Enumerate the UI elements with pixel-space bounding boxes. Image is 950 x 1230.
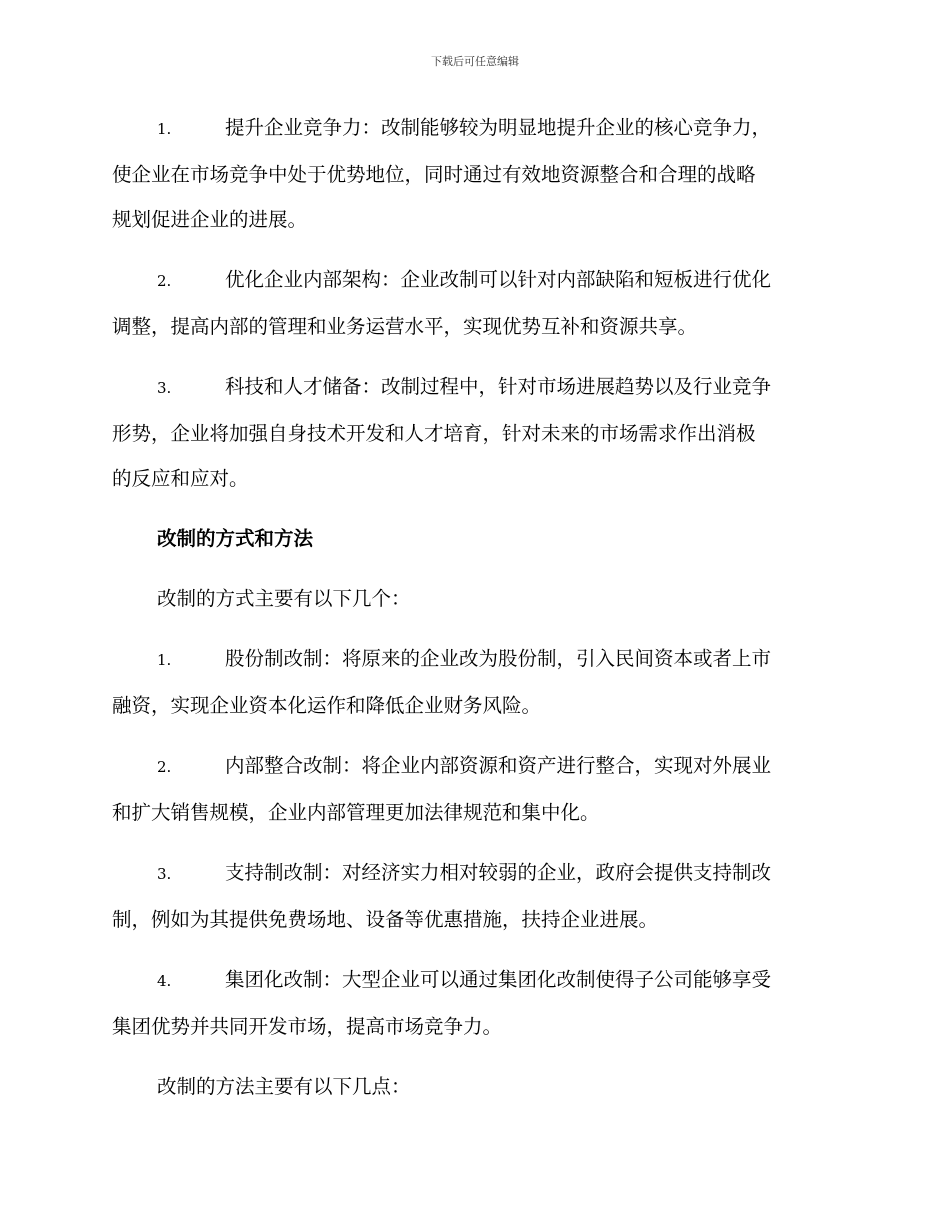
- list-item-line: 形势，企业将加强自身技术开发和人才培育，针对未来的市场需求作出消极: [112, 422, 756, 445]
- list-item-text: 支持制改制：对经济实力相对较弱的企业，政府会提供支持制改: [225, 861, 772, 884]
- list-item: [112, 364, 832, 501]
- list-item-line: 融资，实现企业资本化运作和降低企业财务风险。: [112, 694, 542, 717]
- list-item-line: 调整，提高内部的管理和业务运营水平，实现优势互补和资源共享。: [112, 315, 698, 338]
- list-item-number: 1.: [157, 120, 172, 138]
- list-item: [112, 636, 832, 728]
- list-item-line: 规划促进企业的进展。: [112, 208, 308, 231]
- page-header: 下载后可任意编辑: [431, 55, 519, 68]
- list-item: [112, 105, 832, 242]
- list-item-number: 1.: [157, 651, 172, 669]
- list-item-first-line: [112, 957, 832, 1004]
- list-item-number: 2.: [157, 272, 172, 290]
- list-item-text: 集团化改制：大型企业可以通过集团化改制使得子公司能够享受: [225, 968, 772, 991]
- list-item-number: 3.: [157, 865, 172, 883]
- list-item: [112, 743, 832, 835]
- list-item-first-line: [112, 743, 832, 790]
- list-item-line: 和扩大销售规模，企业内部管理更加法律规范和集中化。: [112, 801, 600, 824]
- list-item-first-line: [112, 636, 832, 683]
- list-item-line: 集团优势并共同开发市场，提高市场竞争力。: [112, 1015, 503, 1038]
- list-item-text: 科技和人才储备：改制过程中，针对市场进展趋势以及行业竞争: [225, 375, 772, 398]
- list-item-first-line: [112, 257, 832, 304]
- document-body: [112, 105, 832, 1124]
- intro-paragraph: 改制的方法主要有以下几点：: [157, 1075, 411, 1098]
- list-item-number: 3.: [157, 379, 172, 397]
- list-item-first-line: [112, 364, 832, 411]
- list-item-text: 股份制改制：将原来的企业改为股份制，引入民间资本或者上市: [225, 647, 772, 670]
- list-item: [112, 257, 832, 349]
- intro-paragraph: 改制的方式主要有以下几个：: [157, 587, 411, 610]
- list-item-line: 使企业在市场竞争中处于优势地位，同时通过有效地资源整合和合理的战略: [112, 163, 756, 186]
- list-item-number: 4.: [157, 972, 172, 990]
- list-item-text: 提升企业竞争力：改制能够较为明显地提升企业的核心竞争力，: [225, 116, 772, 139]
- list-item: [112, 957, 832, 1049]
- list-item-text: 优化企业内部架构：企业改制可以针对内部缺陷和短板进行优化: [225, 268, 772, 291]
- list-item-first-line: [112, 105, 832, 152]
- section-heading: 改制的方式和方法: [157, 527, 314, 550]
- list-item-text: 内部整合改制：将企业内部资源和资产进行整合，实现对外展业: [225, 754, 772, 777]
- list-item-number: 2.: [157, 758, 172, 776]
- list-item-first-line: [112, 850, 832, 897]
- list-item-line: 制，例如为其提供免费场地、设备等优惠措施，扶持企业进展。: [112, 908, 659, 931]
- list-item: [112, 850, 832, 942]
- list-item-line: 的反应和应对。: [112, 467, 249, 490]
